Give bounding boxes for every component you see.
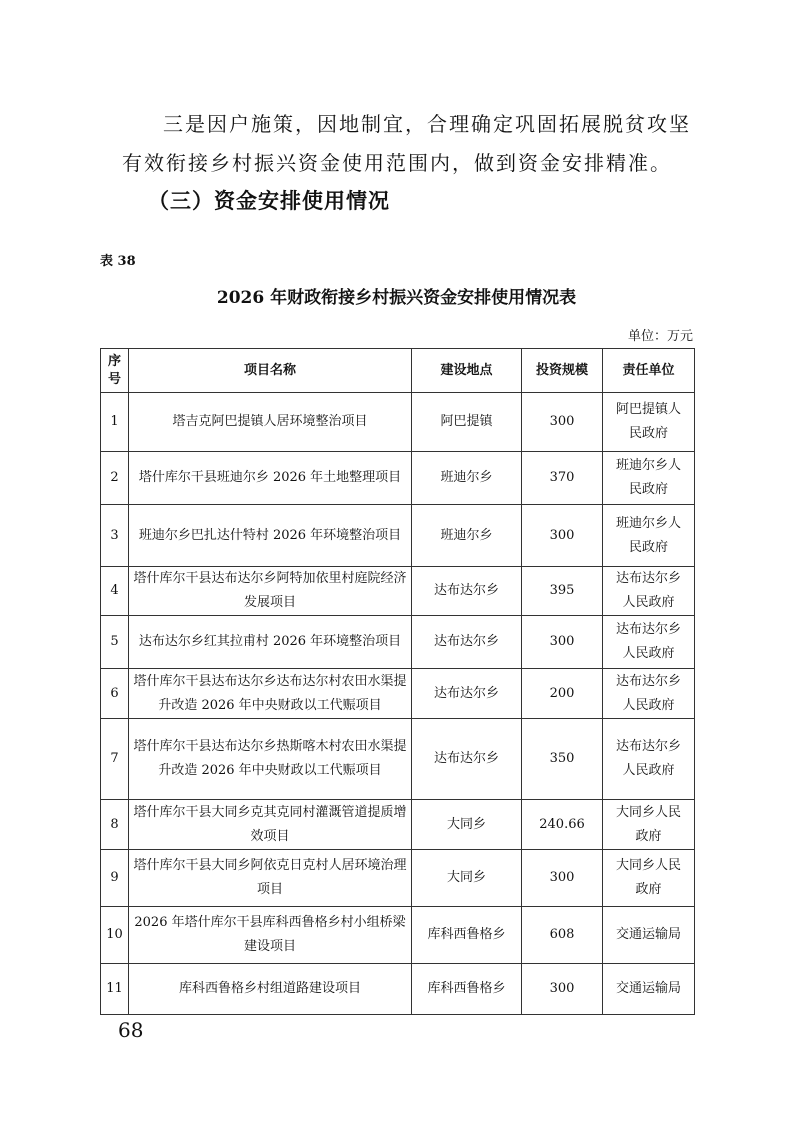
cell-amount: 300 <box>522 393 603 452</box>
cell-location: 阿巴提镇 <box>412 393 522 452</box>
unit-label: 单位：万元 <box>627 329 693 344</box>
header-unit: 责任单位 <box>603 349 695 393</box>
cell-location: 大同乡 <box>412 800 522 850</box>
cell-name: 2026 年塔什库尔干县库科西鲁格乡村小组桥梁建设项目 <box>129 907 412 964</box>
cell-amount: 370 <box>522 452 603 505</box>
cell-name: 塔什库尔干县大同乡阿依克日克村人居环境治理项目 <box>129 850 412 907</box>
header-location: 建设地点 <box>412 349 522 393</box>
cell-location: 大同乡 <box>412 850 522 907</box>
cell-name: 班迪尔乡巴扎达什特村 2026 年环境整治项目 <box>129 505 412 567</box>
table-row <box>101 505 695 567</box>
cell-location: 达布达尔乡 <box>412 567 522 616</box>
cell-no: 5 <box>101 616 129 669</box>
cell-amount: 608 <box>522 907 603 964</box>
cell-name: 塔吉克阿巴提镇人居环境整治项目 <box>129 393 412 452</box>
cell-no: 4 <box>101 567 129 616</box>
paragraph-line-1: 三是因户施策，因地制宜，合理确定巩固拓展脱贫攻坚 <box>163 112 691 136</box>
cell-location: 班迪尔乡 <box>412 505 522 567</box>
cell-amount: 300 <box>522 964 603 1015</box>
table-row <box>101 393 695 452</box>
header-no: 序号 <box>101 349 129 393</box>
table-row <box>101 907 695 964</box>
cell-name: 库科西鲁格乡村组道路建设项目 <box>129 964 412 1015</box>
cell-amount: 240.66 <box>522 800 603 850</box>
cell-no: 11 <box>101 964 129 1015</box>
cell-name: 塔什库尔干县达布达尔乡达布达尔村农田水渠提升改造 2026 年中央财政以工代赈项目 <box>129 669 412 719</box>
cell-location: 达布达尔乡 <box>412 616 522 669</box>
cell-amount: 300 <box>522 850 603 907</box>
section-heading: （三）资金安排使用情况 <box>148 189 390 213</box>
table-header-row <box>101 349 695 393</box>
cell-no: 6 <box>101 669 129 719</box>
cell-amount: 395 <box>522 567 603 616</box>
cell-amount: 350 <box>522 719 603 800</box>
cell-unit: 达布达尔乡人民政府 <box>603 719 695 800</box>
table-row <box>101 452 695 505</box>
cell-unit: 阿巴提镇人民政府 <box>603 393 695 452</box>
cell-no: 9 <box>101 850 129 907</box>
cell-amount: 300 <box>522 505 603 567</box>
header-name: 项目名称 <box>129 349 412 393</box>
cell-unit: 达布达尔乡人民政府 <box>603 567 695 616</box>
cell-unit: 达布达尔乡人民政府 <box>603 669 695 719</box>
cell-no: 10 <box>101 907 129 964</box>
header-amount: 投资规模 <box>522 349 603 393</box>
cell-unit: 达布达尔乡人民政府 <box>603 616 695 669</box>
cell-location: 班迪尔乡 <box>412 452 522 505</box>
paragraph-line-2: 有效衔接乡村振兴资金使用范围内，做到资金安排精准。 <box>122 151 672 175</box>
table-row <box>101 800 695 850</box>
cell-no: 1 <box>101 393 129 452</box>
funding-table <box>100 348 695 1015</box>
cell-name: 塔什库尔干县班迪尔乡 2026 年土地整理项目 <box>129 452 412 505</box>
table-row <box>101 719 695 800</box>
cell-location: 库科西鲁格乡 <box>412 964 522 1015</box>
cell-name: 达布达尔乡红其拉甫村 2026 年环境整治项目 <box>129 616 412 669</box>
cell-unit: 大同乡人民政府 <box>603 850 695 907</box>
cell-amount: 200 <box>522 669 603 719</box>
cell-no: 7 <box>101 719 129 800</box>
cell-no: 8 <box>101 800 129 850</box>
cell-location: 达布达尔乡 <box>412 719 522 800</box>
cell-location: 库科西鲁格乡 <box>412 907 522 964</box>
table-row <box>101 616 695 669</box>
table-row <box>101 669 695 719</box>
cell-amount: 300 <box>522 616 603 669</box>
cell-name: 塔什库尔干县大同乡克其克同村灌溉管道提质增效项目 <box>129 800 412 850</box>
cell-unit: 交通运输局 <box>603 964 695 1015</box>
page-number: 68 <box>118 1018 144 1042</box>
cell-name: 塔什库尔干县达布达尔乡阿特加依里村庭院经济发展项目 <box>129 567 412 616</box>
cell-unit: 交通运输局 <box>603 907 695 964</box>
cell-name: 塔什库尔干县达布达尔乡热斯喀木村农田水渠提升改造 2026 年中央财政以工代赈项目 <box>129 719 412 800</box>
table-row <box>101 964 695 1015</box>
table-row <box>101 567 695 616</box>
cell-location: 达布达尔乡 <box>412 669 522 719</box>
table-title: 2026 年财政衔接乡村振兴资金安排使用情况表 <box>216 288 577 308</box>
cell-no: 2 <box>101 452 129 505</box>
cell-unit: 班迪尔乡人民政府 <box>603 505 695 567</box>
table-number: 表 38 <box>100 254 136 269</box>
cell-no: 3 <box>101 505 129 567</box>
cell-unit: 班迪尔乡人民政府 <box>603 452 695 505</box>
cell-unit: 大同乡人民政府 <box>603 800 695 850</box>
table-row <box>101 850 695 907</box>
